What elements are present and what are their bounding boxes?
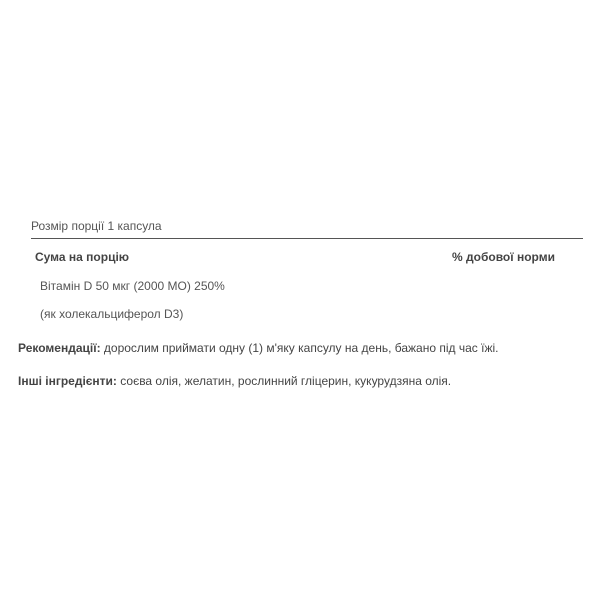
- daily-value-header: % добової норми: [452, 250, 555, 264]
- nutrient-row: Вітамін D 50 мкг (2000 МО) 250%: [40, 279, 225, 293]
- serving-size: Розмір порції 1 капсула: [31, 219, 162, 233]
- other-ingredients-text: соєва олія, желатин, рослинний гліцерин, кукурудзяна олія.: [116, 374, 452, 388]
- table-divider: [31, 238, 583, 239]
- recommendations-text: дорослим приймати одну (1) м'яку капсулу на день, бажано під час їжі.: [100, 341, 499, 355]
- recommendations-paragraph: [18, 341, 498, 355]
- recommendations-label: Рекомендації:: [18, 341, 101, 355]
- other-ingredients-paragraph: [18, 374, 451, 388]
- other-ingredients-label: Інші інгредієнти:: [18, 374, 117, 388]
- nutrient-form: (як холекальциферол D3): [40, 307, 184, 321]
- amount-per-serving-header: Сума на порцію: [35, 250, 130, 264]
